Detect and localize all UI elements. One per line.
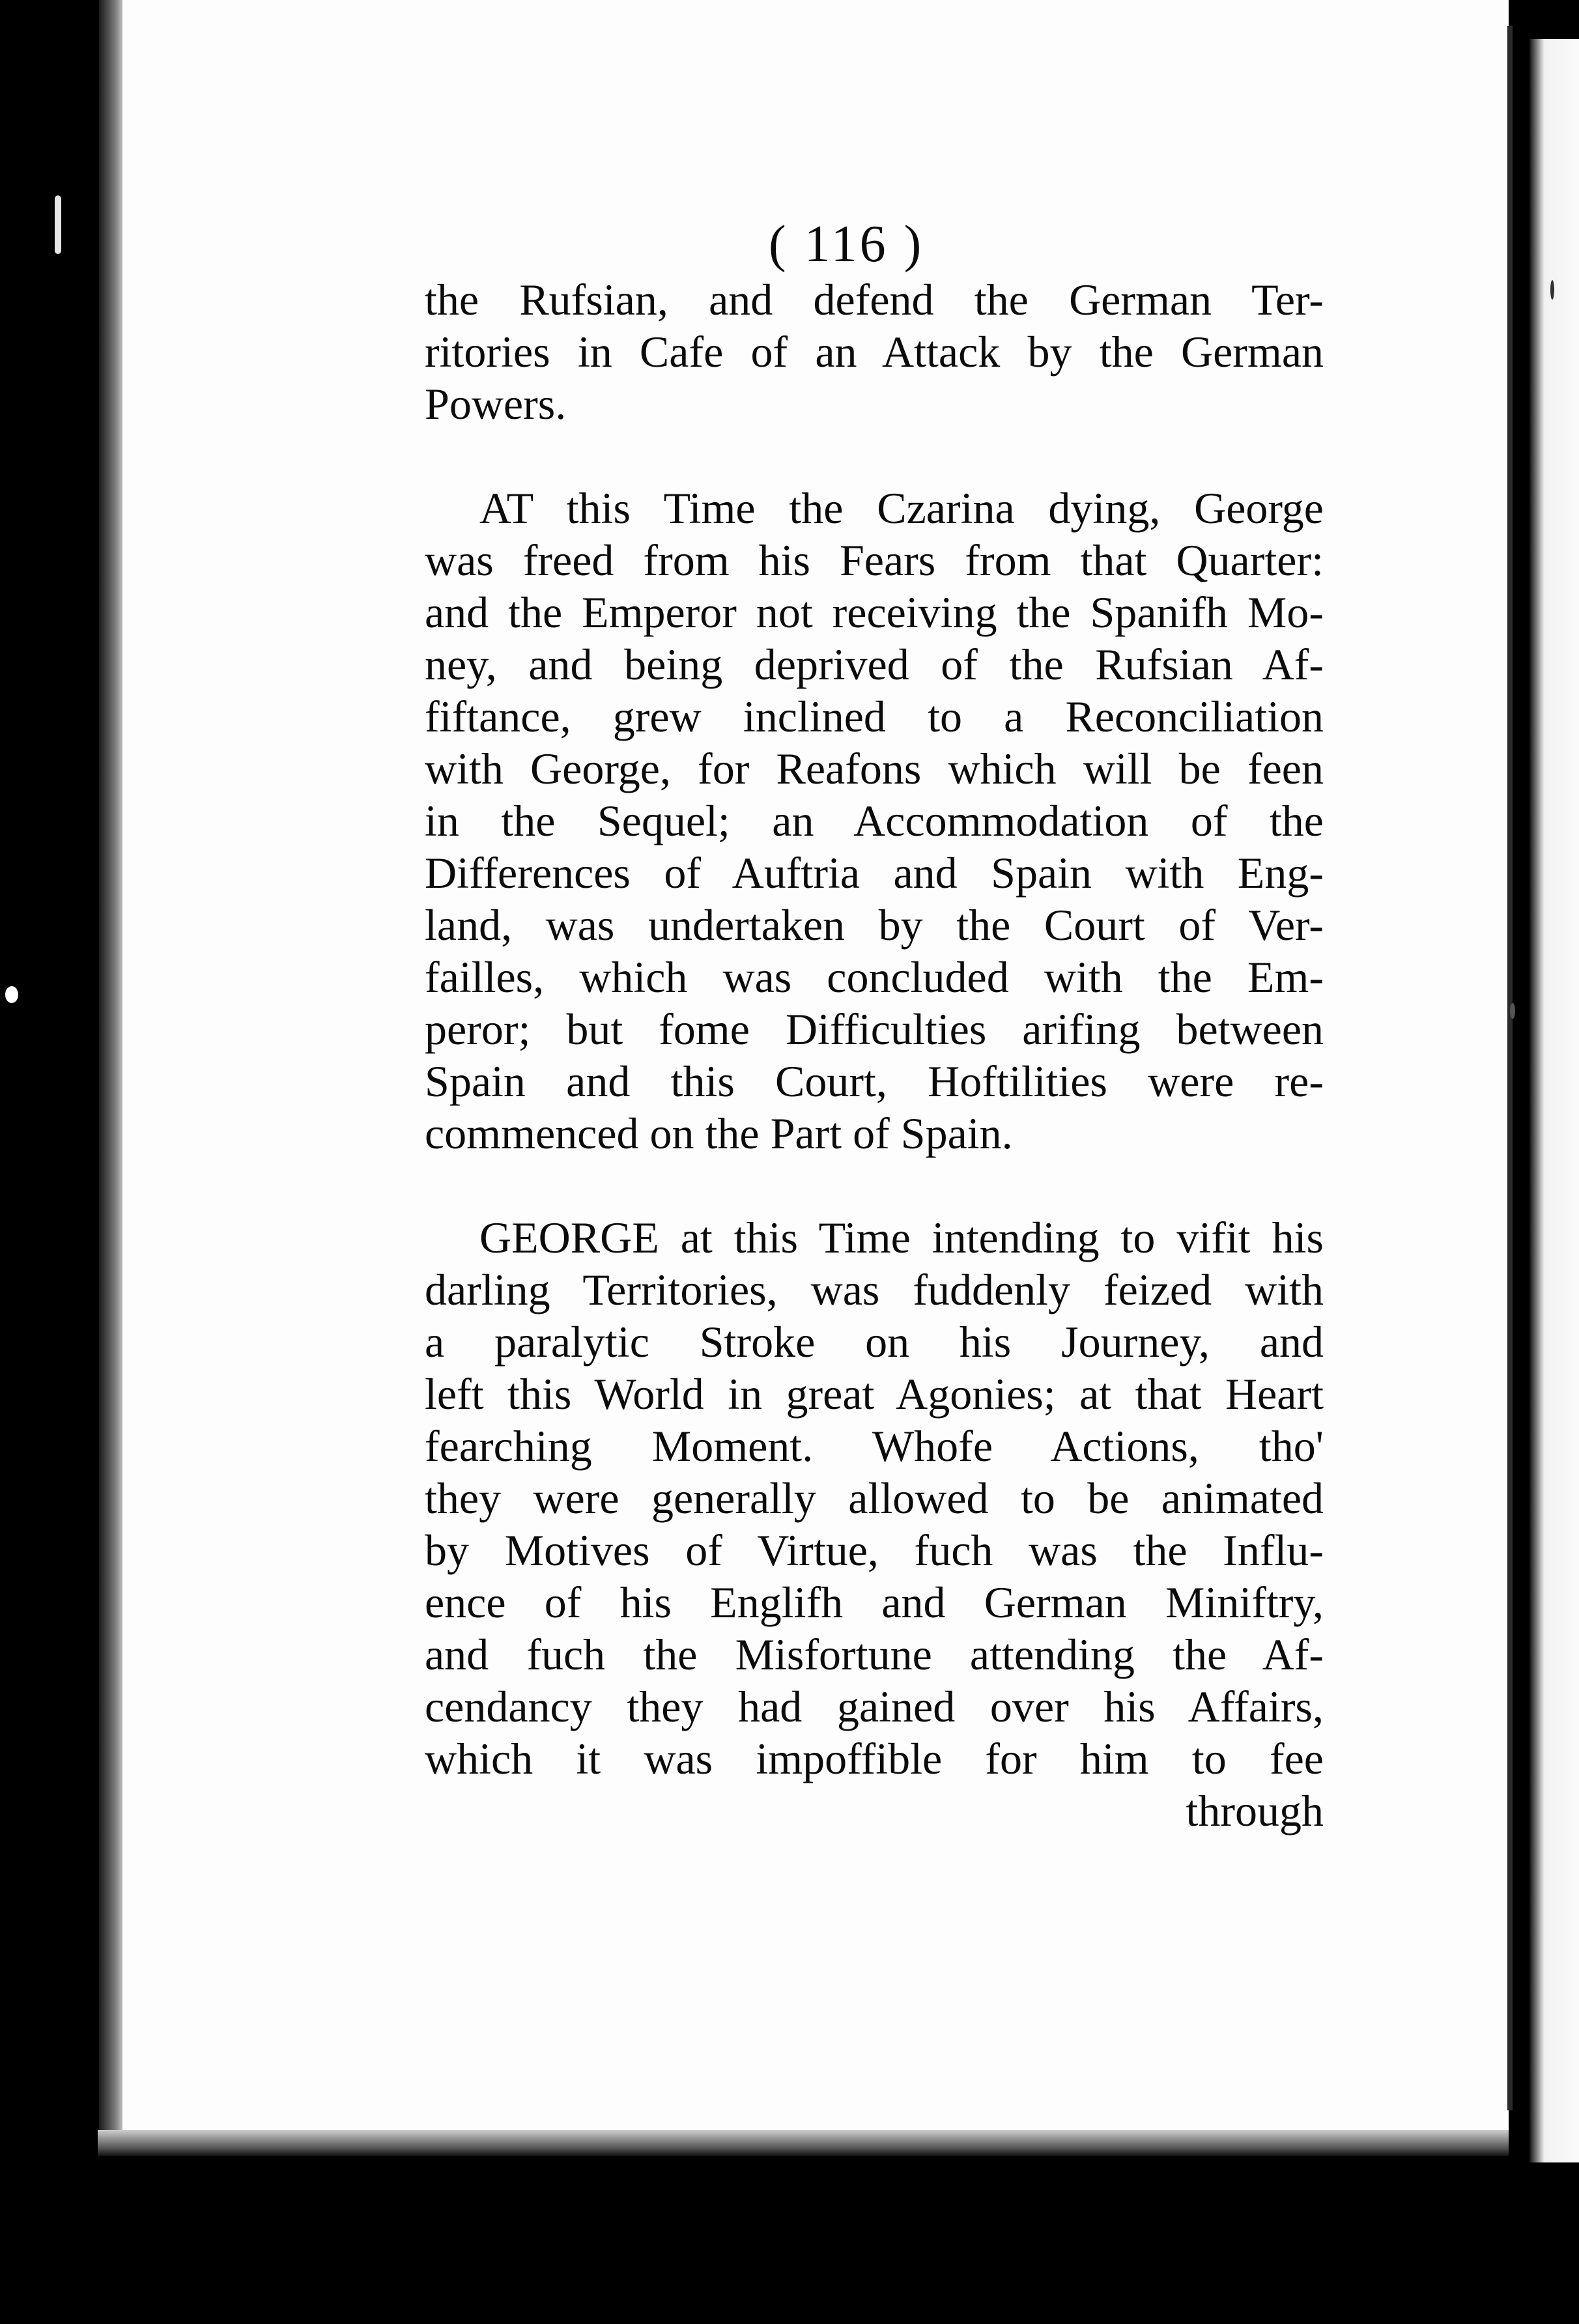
text-line: commenced on the Part of Spain. <box>425 1109 1013 1158</box>
text-line: by Motives of Virtue, fuch was the Influ- <box>425 1525 1324 1575</box>
paragraph-1 <box>425 274 1324 430</box>
text-line: GEORGE at this Time intending to vifit his <box>479 1213 1324 1262</box>
text-line: Powers. <box>425 379 567 429</box>
page-edge-shadow <box>99 0 125 2143</box>
text-line: was freed from his Fears from that Quarter: <box>425 535 1324 585</box>
text-line: Differences of Auftria and Spain with Eng- <box>425 848 1324 898</box>
page-number: ( 116 ) <box>769 216 924 273</box>
text-line: and fuch the Misfortune attending the Af- <box>425 1630 1324 1679</box>
spine-edge-line <box>1507 26 1513 2110</box>
text-line: left this World in great Agonies; at that Heart <box>425 1369 1324 1419</box>
paragraph-2 <box>425 482 1324 1159</box>
text-line: ritories in Cafe of an Attack by the German <box>425 327 1324 376</box>
margin-fleck <box>1510 1003 1515 1019</box>
left-scan-margin <box>0 0 109 2324</box>
text-line: with George, for Reafons which will be feen <box>425 744 1324 793</box>
body-text <box>425 274 1324 1837</box>
text-line: land, was undertaken by the Court of Ver- <box>425 900 1324 950</box>
margin-fleck <box>1550 280 1554 300</box>
text-line: cendancy they had gained over his Affairs, <box>425 1682 1324 1731</box>
text-line: Spain and this Court, Hoftilities were re- <box>425 1056 1324 1106</box>
text-line: peror; but fome Difficulties arifing between <box>425 1004 1324 1054</box>
facing-page-strip <box>1529 39 1579 2162</box>
page-bottom-edge <box>98 2130 1511 2156</box>
text-line: fearching Moment. Whofe Actions, tho' <box>425 1421 1324 1471</box>
text-line: fiftance, grew inclined to a Reconciliation <box>425 692 1324 741</box>
margin-mark <box>55 195 61 254</box>
catchword: through <box>1186 1786 1324 1835</box>
text-line: darling Territories, was fuddenly feized with <box>425 1265 1324 1314</box>
text-line: in the Sequel; an Accommodation of the <box>425 796 1324 845</box>
text-line: and the Emperor not receiving the Spanifh Mo- <box>425 588 1324 637</box>
paragraph-3 <box>425 1212 1324 1785</box>
text-line: ney, and being deprived of the Rufsian Af- <box>425 640 1324 689</box>
text-line: failles, which was concluded with the Em- <box>425 952 1324 1002</box>
text-line: they were generally allowed to be animated <box>425 1473 1324 1523</box>
text-line: ence of his Englifh and German Miniftry, <box>425 1578 1324 1627</box>
margin-fleck <box>5 986 18 1003</box>
text-line: which it was impoffible for him to fee <box>425 1734 1324 1783</box>
text-line: AT this Time the Czarina dying, George <box>479 483 1324 533</box>
text-line: a paralytic Stroke on his Journey, and <box>425 1317 1324 1367</box>
text-line: the Rufsian, and defend the German Ter- <box>425 275 1324 324</box>
